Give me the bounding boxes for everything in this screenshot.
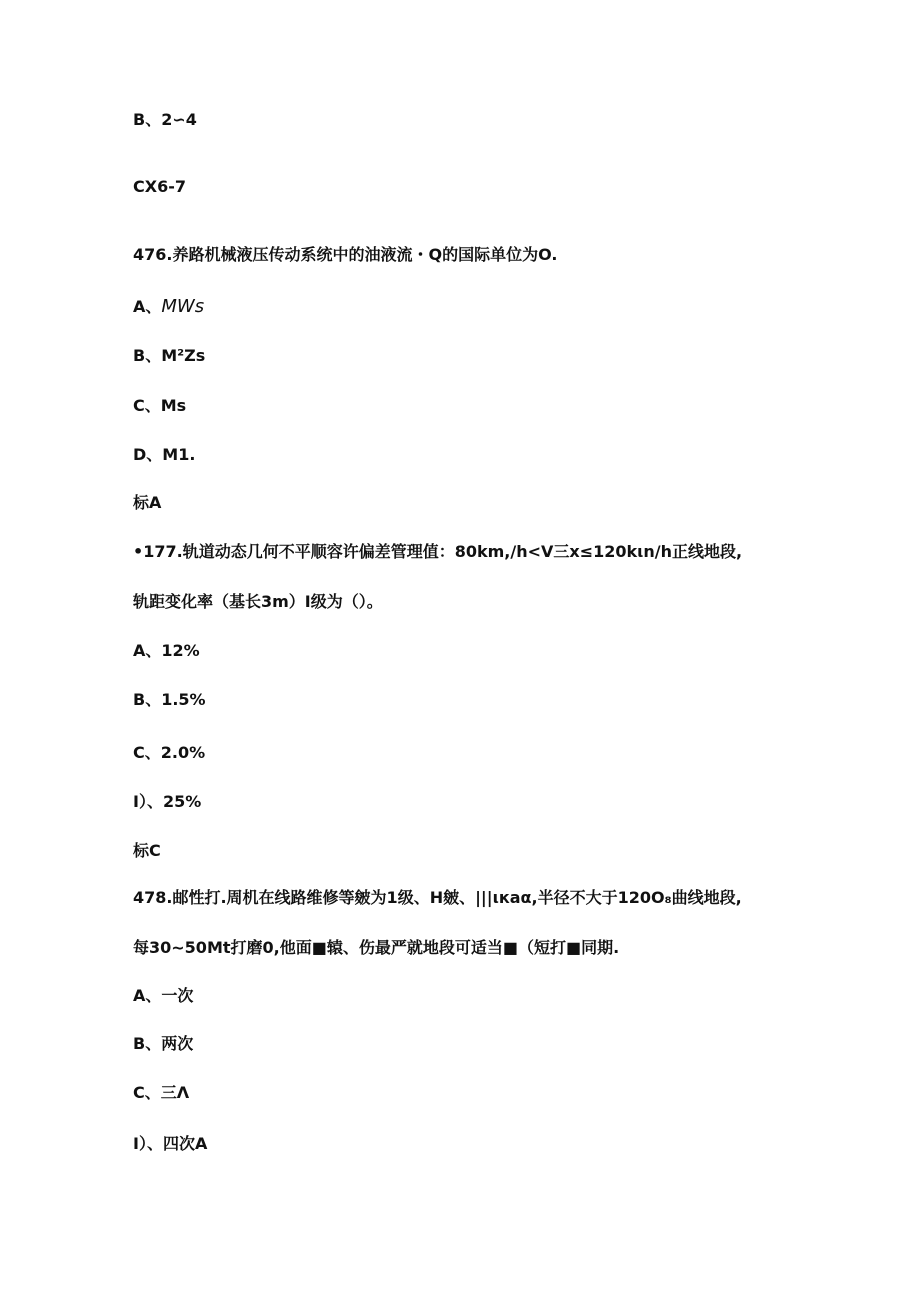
option-d-477: I）、25% (133, 792, 202, 811)
answer-476: 标A (133, 493, 162, 512)
option-a-477: A、12% (133, 641, 200, 660)
option-d-478: I）、四次A (133, 1134, 208, 1153)
question-477-line2: 轨距变化率（基长3m）I级为（）。 (133, 592, 383, 611)
option-c-477: C、2.0% (133, 743, 206, 762)
option-label: A、 (133, 297, 162, 316)
option-b-476: B、M²Zs (133, 346, 206, 365)
question-478-line1: 478.邮性打.周机在线路维修等皴为1级、H皴、|||ιкaα,半径不大于120O₈曲线地段, (133, 888, 742, 907)
option-a-478: A、一次 (133, 986, 194, 1005)
option-d-476: D、M1. (133, 445, 196, 464)
option-b-prev: B、2∽4 (133, 110, 197, 129)
option-value: MWs (161, 296, 205, 317)
answer-477: 标C (133, 841, 161, 860)
option-a-476 (133, 297, 204, 317)
option-b-478: B、两次 (133, 1034, 194, 1053)
option-c-478: C、三Λ (133, 1083, 190, 1102)
question-477-line1: •177.轨道动态几何不平顺容许偏差管理值：80km,/h<V三x≤120kιn/h正线地段, (133, 542, 743, 561)
option-b-477: B、1.5% (133, 690, 206, 709)
question-478-line2: 每30~50Mt打磨0,他面■辕、伤最严就地段可适当■（短打■同期. (133, 938, 620, 957)
option-c-prev: CX6-7 (133, 177, 186, 196)
question-476: 476.养路机械液压传动系统中的油液流・Q的国际单位为O. (133, 245, 558, 264)
option-c-476: C、Ms (133, 396, 187, 415)
